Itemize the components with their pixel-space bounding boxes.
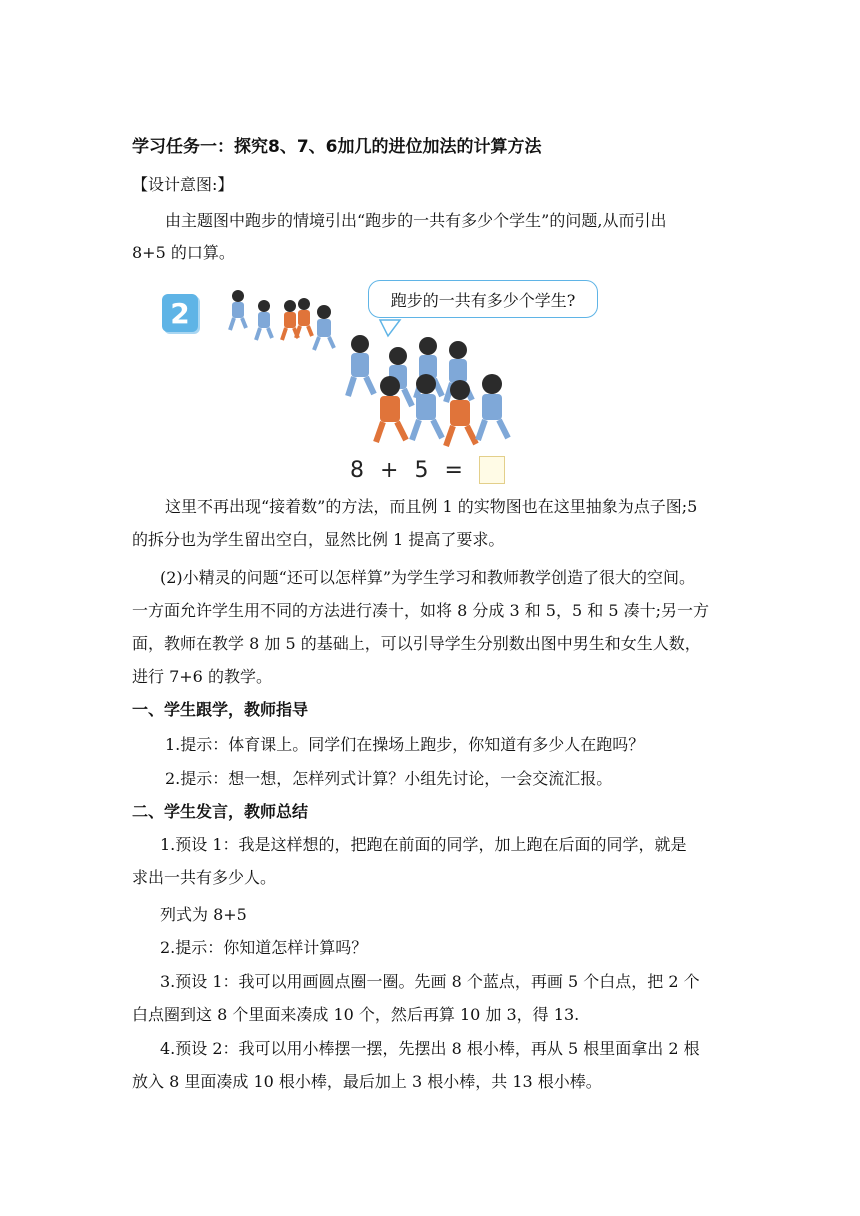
para1-line-2: 的拆分也为学生留出空白，显然比例 1 提高了要求。 (132, 530, 505, 549)
speech-bubble-text: 跑步的一共有多少个学生? (390, 290, 576, 310)
equation (350, 456, 505, 484)
runner-figure (314, 305, 334, 350)
equation-equals: = (444, 457, 465, 483)
section2-item-3-line-2: 白点圈到这 8 个里面来凑成 10 个，然后再算 10 加 3，得 13. (132, 1005, 580, 1024)
para2-line-4: 进行 7+6 的教学。 (132, 667, 272, 686)
section1-item-1: 1.提示：体育课上。同学们在操场上跑步，你知道有多少人在跑吗？ (165, 735, 645, 754)
section1-title: 一、学生跟学，教师指导 (132, 700, 309, 719)
runner-figure (230, 290, 246, 330)
para2-line-3: 面，教师在教学 8 加 5 的基础上，可以引导学生分别数出图中男生和女生人数， (132, 634, 701, 653)
equation-addend-b: 5 (414, 457, 431, 483)
section1-item-2: 2.提示：想一想，怎样列式计算？小组先讨论，一会交流汇报。 (165, 769, 613, 788)
design-label: 【设计意图:】 (132, 175, 234, 194)
section2-item-1-line-1: 1.预设 1：我是这样想的，把跑在前面的同学，加上跑在后面的同学，就是 (160, 835, 687, 854)
runner-figure (348, 335, 374, 396)
answer-box (479, 456, 505, 484)
section2-item-1-line-2: 求出一共有多少人。 (132, 868, 277, 887)
page-title: 学习任务一：探究8、7、6加几的进位加法的计算方法 (132, 137, 542, 157)
para1-line-1: 这里不再出现“接着数”的方法，而且例 1 的实物图也在这里抽象为点子图;5 (165, 497, 698, 516)
design-text-line-2: 8+5 的口算。 (132, 243, 235, 262)
runner-figure (296, 298, 312, 338)
section2-title: 二、学生发言，教师总结 (132, 802, 309, 821)
section2-formula: 列式为 8+5 (160, 905, 247, 924)
section2-item-3-line-1: 3.预设 1：我可以用画圆点圈一圈。先画 8 个蓝点，再画 5 个白点，把 2 个 (160, 972, 700, 991)
design-text-line-1: 由主题图中跑步的情境引出“跑步的一共有多少个学生”的问题,从而引出 (165, 211, 667, 230)
running-students-illustration (158, 280, 708, 490)
para2-line-1: (2)小精灵的问题“还可以怎样算”为学生学习和教师教学创造了很大的空间。 (160, 568, 696, 587)
example-number-badge: 2 (162, 294, 198, 332)
runner-figure (478, 374, 508, 440)
section2-item-2: 2.提示：你知道怎样计算吗？ (160, 938, 368, 957)
para2-line-2: 一方面允许学生用不同的方法进行凑十，如将 8 分成 3 和 5，5 和 5 凑十;另一方 (132, 601, 709, 620)
equation-addend-a: 8 (350, 457, 366, 483)
runner-figure (446, 380, 476, 446)
runners-image (220, 284, 520, 454)
runner-figure (256, 300, 272, 340)
section2-item-4-line-2: 放入 8 里面凑成 10 根小棒，最后加上 3 根小棒，共 13 根小棒。 (132, 1072, 602, 1091)
section2-item-4-line-1: 4.预设 2：我可以用小棒摆一摆，先摆出 8 根小棒，再从 5 根里面拿出 2 根 (160, 1039, 700, 1058)
equation-plus: + (380, 457, 401, 483)
